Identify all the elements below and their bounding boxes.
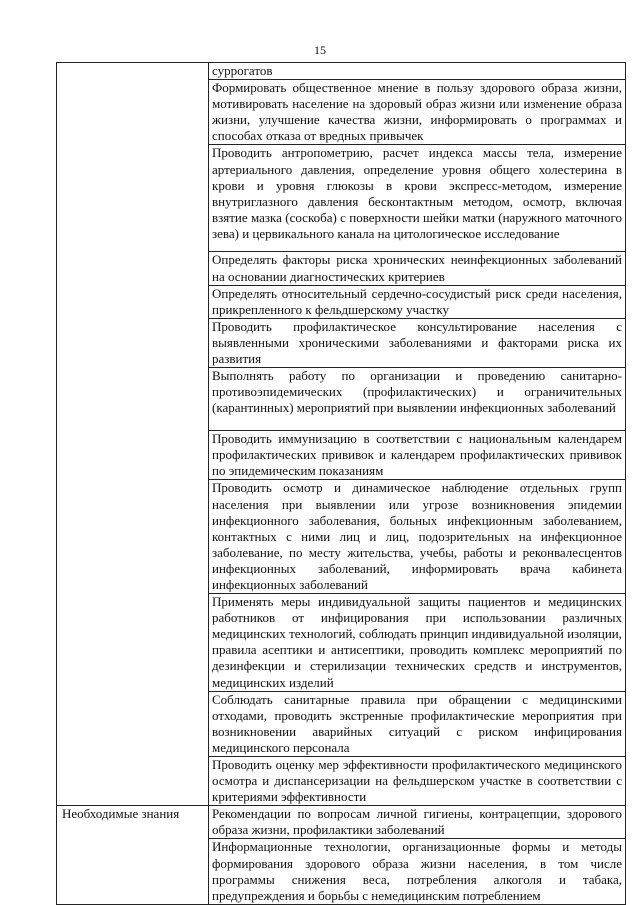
page-number: 15 [314, 43, 326, 57]
table-cell-text: Соблюдать санитарные правила при обращении с медицинскими отходами, проводить экстренные профилактические мероприятия при возникновении аварийных ситуаций с риском инфицирования медицинского персонала [209, 691, 626, 756]
table-cell-text: Формировать общественное мнение в пользу здорового образа жизни, мотивировать население на здоровый образ жизни или изменение образа жизни, улучшение качества жизни, информировать о программах и способах отказа от вредных привычек [209, 80, 626, 145]
table-cell-text: Определять факторы риска хронических неинфекционных заболеваний на основании диагностических критериев [209, 252, 626, 285]
table-row [57, 806, 626, 839]
table-cell-text: Информационные технологии, организационные формы и методы формирования здорового образа жизни населения, в том числе программы снижения веса, потребления алкоголя и табака, предупреждения и борьбы с немедицинским потреблением [209, 839, 626, 905]
competency-table [56, 62, 626, 905]
table-cell-text: суррогатов [209, 63, 626, 80]
table-cell-text: Проводить антропометрию, расчет индекса массы тела, измерение артериального давления, определение уровня общего холестерина в крови и уровня глюкозы в крови экспресс-методом, измерение внутриглазного давления бесконтактным методом, осмотр, включая взятие мазка (соскоба) с поверхности шейки матки (наружного маточного зева) и цервикального канала на цитологическое исследование [209, 145, 626, 252]
knowledge-label-cell: Необходимые знания [57, 806, 209, 905]
table-cell-text: Рекомендации по вопросам личной гигиены, контрацепции, здорового образа жизни, профилактики заболеваний [209, 806, 626, 839]
skills-label-cell [57, 63, 209, 806]
table-cell-text: Применять меры индивидуальной защиты пациентов и медицинских работников от инфицирования при использовании различных медицинских технологий, соблюдать принцип индивидуальной изоляции, правила асептики и антисептики, проводить комплекс мероприятий по дезинфекции и стерилизации технических средств и инструментов, медицинских изделий [209, 594, 626, 692]
table-cell-text: Проводить осмотр и динамическое наблюдение отдельных групп населения при выявлении или угрозе возникновения эпидемии инфекционного заболевания, больных инфекционным заболеванием, контактных с ними лиц и лиц, подозрительных на инфекционное заболевание, по месту жительства, учебы, работы и реконвалесцентов инфекционных заболеваний, информировать врача кабинета инфекционных заболеваний [209, 480, 626, 594]
table-cell-text: Выполнять работу по организации и проведению санитарно-противоэпидемических (профилактических) и ограничительных (карантинных) мероприятий при выявлении инфекционных заболеваний [209, 368, 626, 431]
table-cell-text: Определять относительный сердечно-сосудистый риск среди населения, прикрепленного к фельдшерскому участку [209, 285, 626, 318]
table-cell-text: Проводить иммунизацию в соответствии с национальным календарем профилактических прививок и календарем профилактических прививок по эпидемическим показаниям [209, 431, 626, 480]
table-row [57, 63, 626, 80]
table-cell-text: Проводить оценку мер эффективности профилактического медицинского осмотра и диспансеризации на фельдшерском участке в соответствии с критериями эффективности [209, 757, 626, 806]
table-cell-text: Проводить профилактическое консультирование населения с выявленными хроническими заболеваниями и факторами риска их развития [209, 318, 626, 367]
